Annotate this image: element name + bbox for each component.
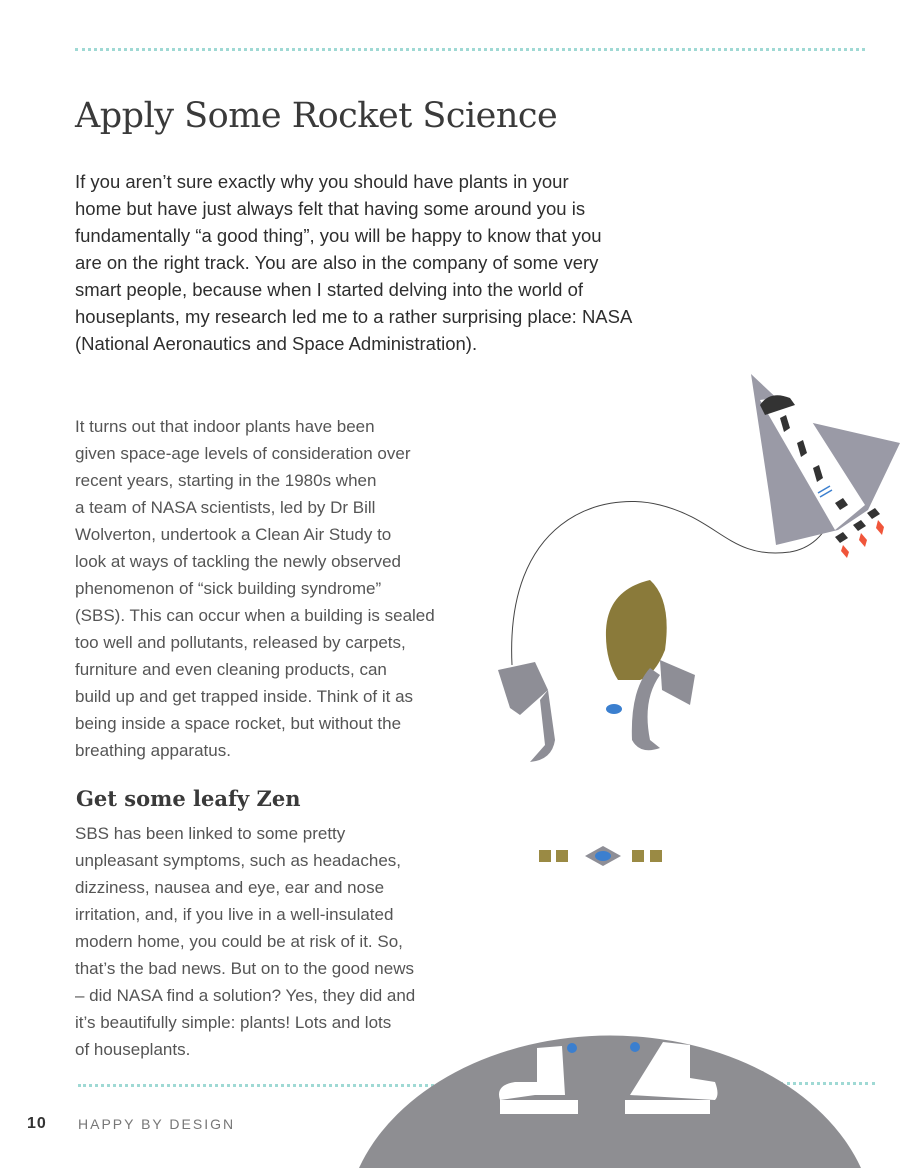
text-line: are on the right track. You are also in the company of some very (75, 252, 599, 273)
space-shuttle (751, 374, 900, 558)
text-line: phenomenon of “sick building syndrome” (75, 579, 382, 598)
text-line: look at ways of tackling the newly observed (75, 552, 402, 571)
text-line: that’s the bad news. But on to the good news (75, 959, 414, 978)
flame (876, 520, 884, 535)
text-line: given space-age levels of consideration over (75, 444, 411, 463)
astronaut (498, 580, 695, 866)
text-line: of houseplants. (75, 1040, 191, 1059)
text-line: too well and pollutants, released by carpets, (75, 633, 406, 652)
text-line: houseplants, my research led me to a rather surprising place: NASA (75, 306, 633, 327)
text-line: (National Aeronautics and Space Administration). (75, 333, 478, 354)
text-line: a team of NASA scientists, led by Dr Bill (75, 498, 376, 517)
text-line: (SBS). This can occur when a building is sealed (75, 606, 435, 625)
book-title: HAPPY BY DESIGN (78, 1116, 236, 1132)
text-line: dizziness, nausea and eye, ear and nose (75, 878, 385, 897)
text-line: breathing apparatus. (75, 741, 231, 760)
flame (859, 533, 867, 547)
text-line: It turns out that indoor plants have been (75, 417, 375, 436)
page-title: Apply Some Rocket Science (75, 96, 558, 136)
text-line: SBS has been linked to some pretty (75, 824, 346, 843)
text-line: If you aren’t sure exactly why you should have plants in your (75, 171, 569, 192)
text-line: it’s beautifully simple: plants! Lots and lots (75, 1013, 392, 1032)
planet-dome (359, 1036, 861, 1168)
text-line: home but have just always felt that having some around you is (75, 198, 586, 219)
text-line: being inside a space rocket, but without the (75, 714, 402, 733)
text-line: build up and get trapped inside. Think of it as (75, 687, 414, 706)
text-line: recent years, starting in the 1980s when (75, 471, 377, 490)
text-line: – did NASA find a solution? Yes, they did and (75, 986, 416, 1005)
page-number: 10 (27, 1115, 47, 1132)
text-line: Wolverton, undertook a Clean Air Study to (75, 525, 392, 544)
text-line: furniture and even cleaning products, can (75, 660, 387, 679)
text-line: unpleasant symptoms, such as headaches, (75, 851, 402, 870)
subheading: Get some leafy Zen (76, 786, 301, 811)
planet-icon (606, 704, 622, 714)
text-line: irritation, and, if you live in a well-insulated (75, 905, 394, 924)
flame (841, 545, 849, 558)
text-line: modern home, you could be at risk of it. So, (75, 932, 403, 951)
text-line: smart people, because when I started delving into the world of (75, 279, 584, 300)
text-line: fundamentally “a good thing”, you will be happy to know that you (75, 225, 602, 246)
